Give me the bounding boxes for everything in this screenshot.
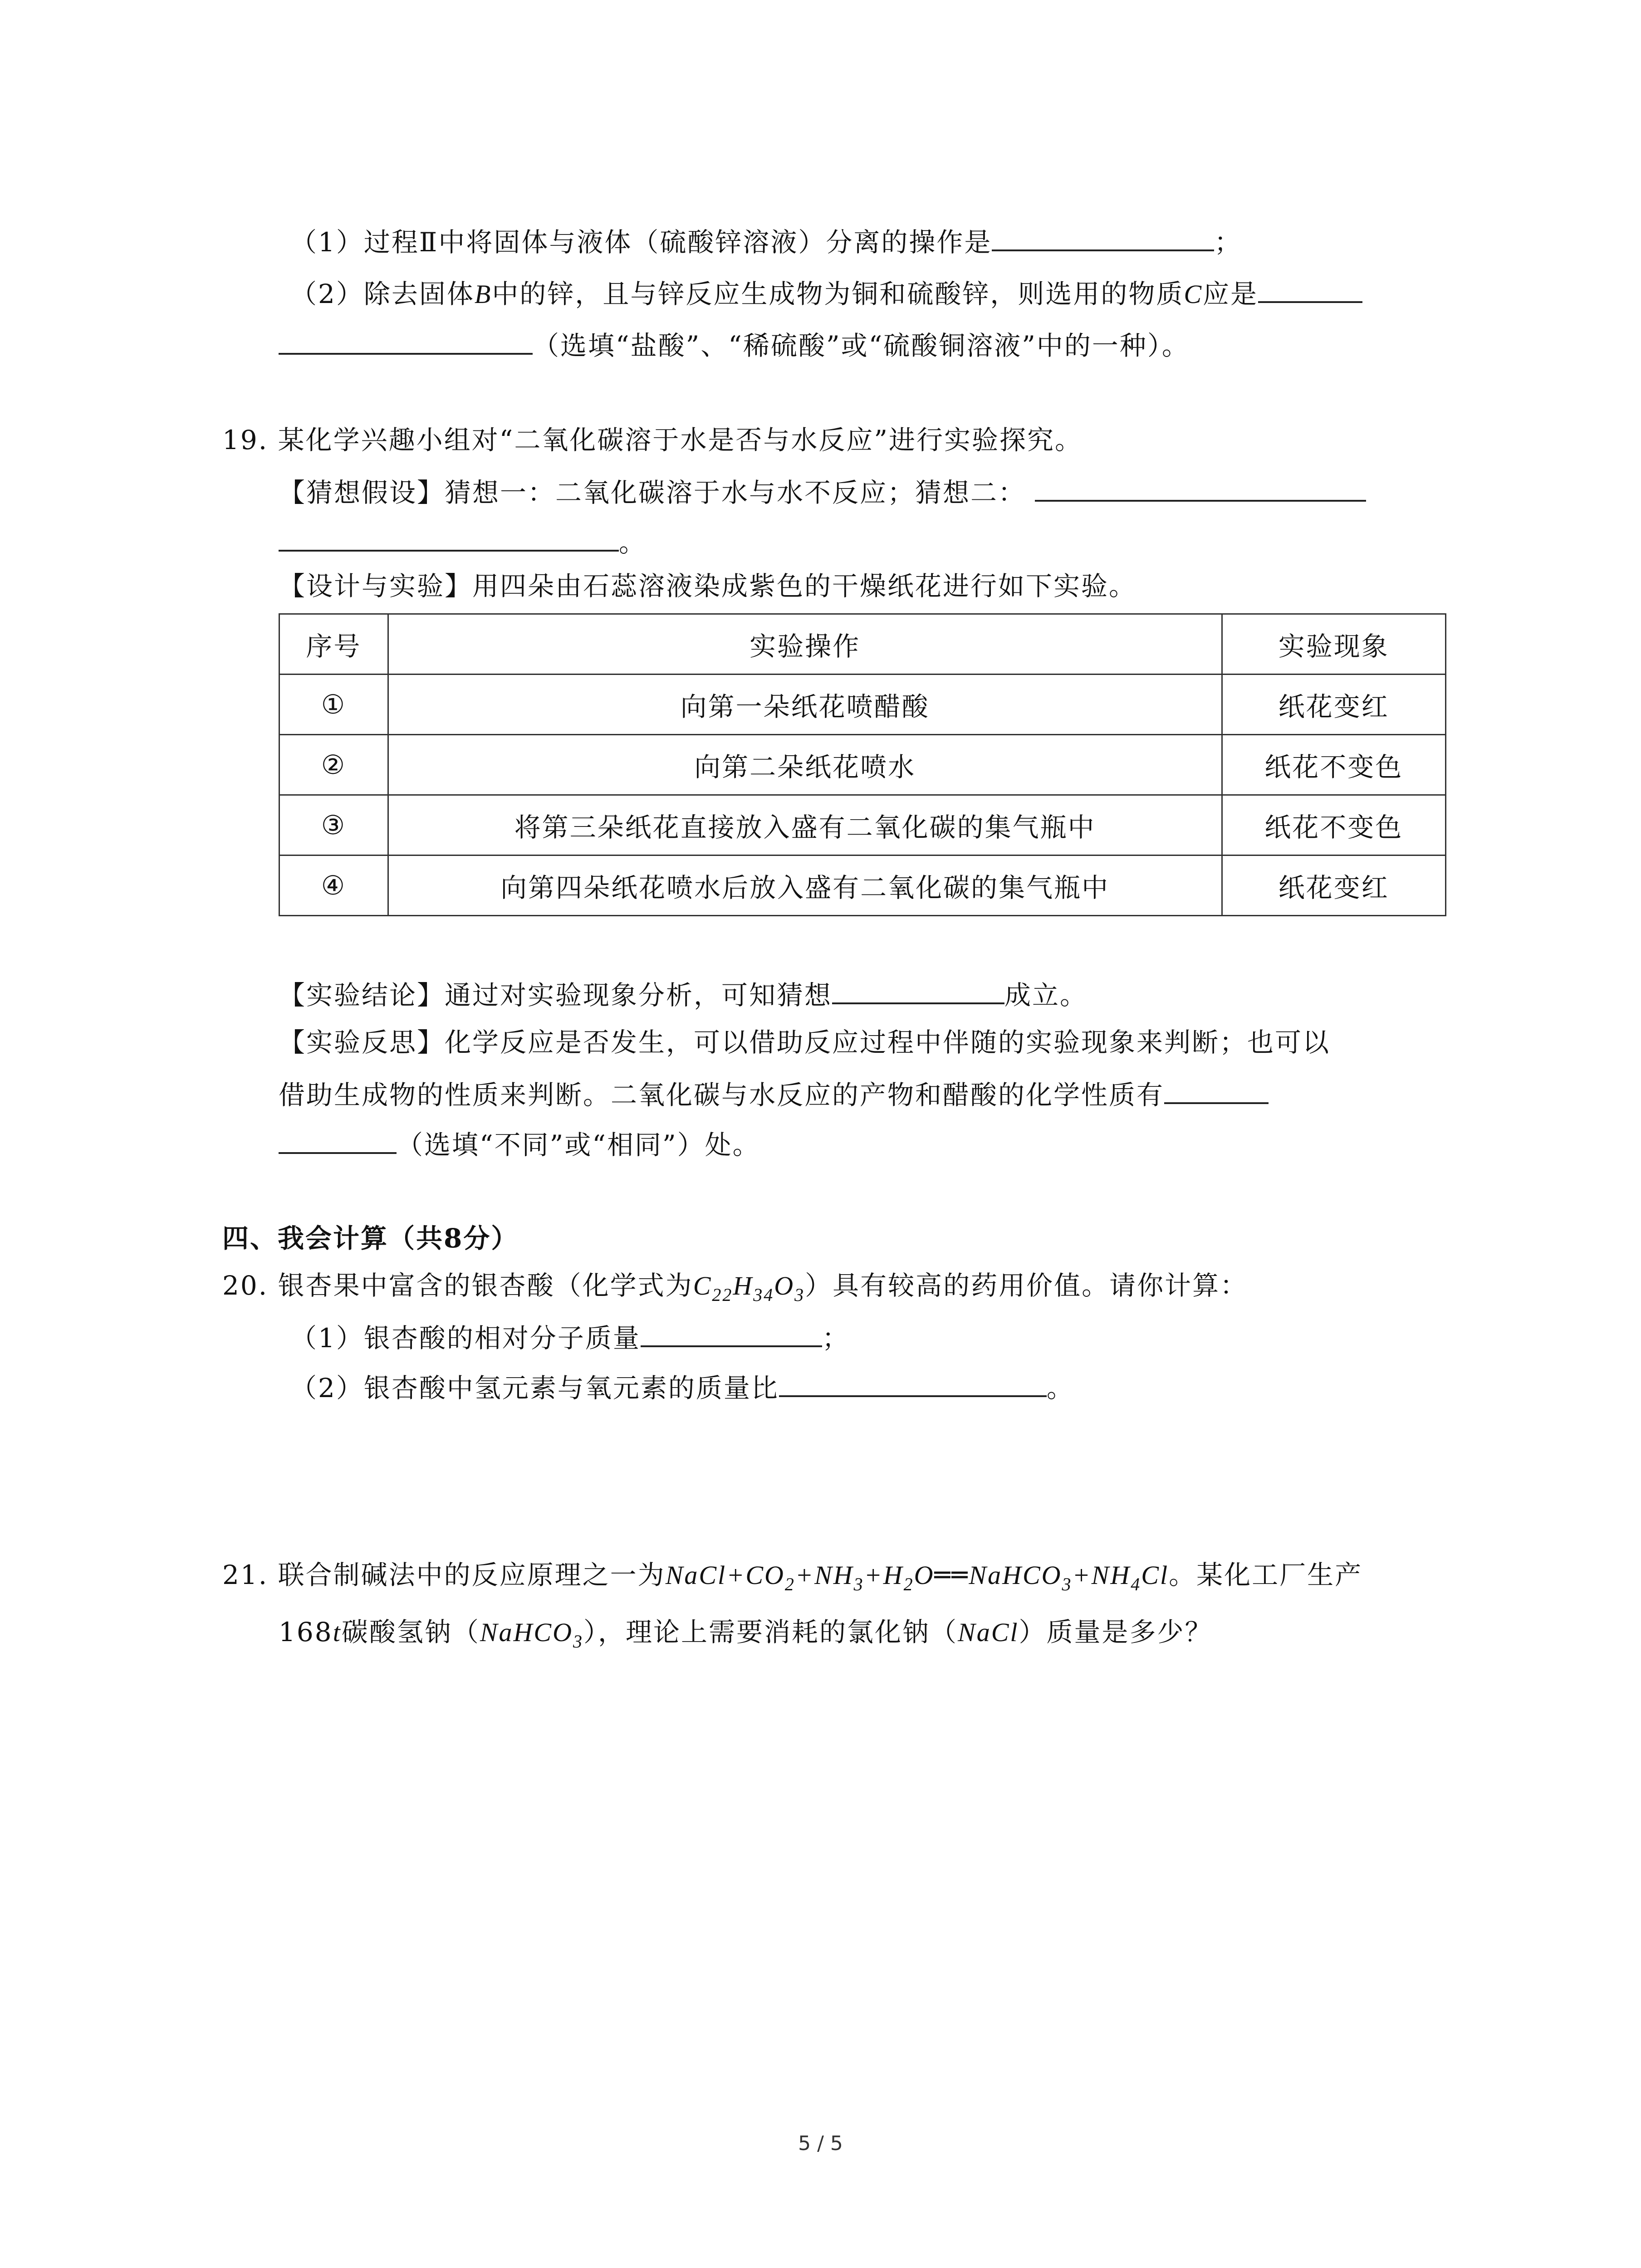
eq-nacl: NaCl <box>665 1560 727 1590</box>
q19-hypothesis-blank-a[interactable] <box>1035 472 1366 502</box>
q18-sub2-blank-a[interactable] <box>1258 273 1362 303</box>
q21-nahco3: NaHCO <box>480 1618 573 1647</box>
eq-co2: +CO <box>726 1560 785 1590</box>
formula-o: O <box>774 1271 795 1300</box>
table-cell: 纸花变红 <box>1222 675 1445 735</box>
q20-sub2-blank[interactable] <box>779 1367 1047 1397</box>
table-header: 序号 <box>279 614 388 675</box>
q21-stem-text-b: 。某化工厂生产 <box>1169 1559 1363 1590</box>
q18-sub2-var-c: C <box>1184 279 1203 309</box>
q18-sub1-text: （1）过程Ⅱ中将固体与液体（硫酸锌溶液）分离的操作是 <box>290 227 992 258</box>
formula-c: C <box>693 1271 712 1300</box>
table-cell: 向第四朵纸花喷水后放入盛有二氧化碳的集气瓶中 <box>388 855 1222 916</box>
formula-h-sub: 34 <box>753 1285 774 1305</box>
q19-conclusion-text: 【实验结论】通过对实验现象分析，可知猜想 <box>279 980 833 1011</box>
table-row <box>279 735 1446 795</box>
q19-reflect-line2-text: 借助生成物的性质来判断。二氧化碳与水反应的产物和醋酸的化学性质有 <box>279 1080 1165 1110</box>
q18-sub2-text-c: 应是 <box>1203 279 1259 309</box>
q18-sub2-text-b: 中的锌，且与锌反应生成物为铜和硫酸锌，则选用的物质 <box>492 279 1184 309</box>
q19-reflect-blank-b[interactable] <box>279 1124 397 1154</box>
eq-h2o-sub: 2 <box>903 1574 914 1594</box>
q20-sub2-text: （2）银杏酸中氢元素与氧元素的质量比 <box>290 1373 779 1403</box>
table-header: 实验操作 <box>388 614 1222 675</box>
q18-sub1-blank[interactable] <box>992 221 1214 251</box>
eq-nahco3: NaHCO <box>969 1560 1062 1590</box>
q18-sub2-text-a: （2）除去固体 <box>290 279 475 309</box>
experiment-table <box>279 613 1446 916</box>
q21-line2 <box>279 1614 1213 1660</box>
eq-nh3: +NH <box>795 1560 854 1590</box>
q21-line2-text-b: ），理论上需要消耗的氯化钠（ <box>583 1617 958 1647</box>
eq-co2-sub: 2 <box>784 1574 795 1594</box>
table-cell: ③ <box>279 795 388 855</box>
q20-stem-text-b: ）具有较高的药用价值。请你计算： <box>805 1270 1248 1301</box>
q19-hypothesis-text: 【猜想假设】猜想一：二氧化碳溶于水与水不反应；猜想二： <box>279 477 1026 508</box>
q19-reflect-line1: 【实验反思】化学反应是否发生，可以借助反应过程中伴随的实验现象来判断；也可以 <box>279 1027 1331 1058</box>
q18-sub2-blank-b[interactable] <box>279 325 533 355</box>
table-cell: ② <box>279 735 388 795</box>
q18-sub2-line2-text: （选填“盐酸”、“稀硫酸”或“硫酸铜溶液”中的一种）。 <box>533 330 1190 361</box>
table-row <box>279 675 1446 735</box>
formula-o-sub: 3 <box>794 1285 805 1305</box>
q20-sub2-end: 。 <box>1046 1373 1074 1403</box>
table-cell: 纸花不变色 <box>1222 735 1445 795</box>
table-header: 实验现象 <box>1222 614 1445 675</box>
eq-h2o-o: O <box>914 1560 935 1590</box>
q18-sub2 <box>290 273 1362 313</box>
eq-nh4-sub: 4 <box>1131 1574 1141 1594</box>
q21-line2-text-a: 碳酸氢钠（ <box>341 1617 480 1647</box>
q19-reflect-line3-text: （选填“不同”或“相同”）处。 <box>397 1129 760 1160</box>
table-header-row <box>279 614 1446 675</box>
q20-sub1-end: ； <box>822 1323 850 1354</box>
table-cell: ④ <box>279 855 388 916</box>
q18-sub2-var-b: B <box>474 279 492 309</box>
q19-design: 【设计与实验】用四朵由石蕊溶液染成紫色的干燥纸花进行如下实验。 <box>279 571 1137 601</box>
q19-conclusion-blank[interactable] <box>832 974 1004 1004</box>
table-row <box>279 795 1446 855</box>
page-number: 5 / 5 <box>798 2132 843 2155</box>
eq-nh3-sub: 3 <box>853 1574 864 1594</box>
q19-conclusion-end: 成立。 <box>1004 980 1088 1011</box>
eq-nh4: +NH <box>1072 1560 1131 1590</box>
q19-stem: 19. 某化学兴趣小组对“二氧化碳溶于水是否与水反应”进行实验探究。 <box>222 425 1083 455</box>
eq-nahco3-sub: 3 <box>1062 1574 1073 1594</box>
q21-unit: t <box>333 1618 342 1647</box>
q19-reflect-blank-a[interactable] <box>1164 1074 1269 1104</box>
table-cell: ① <box>279 675 388 735</box>
q18-sub1-end: ； <box>1214 227 1242 258</box>
formula-h: H <box>733 1271 754 1300</box>
q20-sub2 <box>290 1367 1074 1406</box>
table-row <box>279 855 1446 916</box>
eq-h2o-h: +H <box>864 1560 904 1590</box>
q21-stem <box>222 1557 1362 1603</box>
table-cell: 向第二朵纸花喷水 <box>388 735 1222 795</box>
q21-line2-text-c: ）质量是多少？ <box>1019 1617 1213 1647</box>
section-title: 四、我会计算（共8分） <box>222 1223 519 1254</box>
table-cell: 纸花变红 <box>1222 855 1445 916</box>
table-cell: 向第一朵纸花喷醋酸 <box>388 675 1222 735</box>
q19-hypothesis-blank-b[interactable] <box>279 522 619 552</box>
q18-sub2-line2 <box>279 325 1190 364</box>
q18-sub1 <box>290 221 1242 260</box>
q21-nahco3-sub: 3 <box>573 1631 584 1652</box>
q20-sub1-text: （1）银杏酸的相对分子质量 <box>290 1323 641 1354</box>
q20-sub1-blank[interactable] <box>641 1317 822 1347</box>
eq-equals-sign: ══ <box>934 1559 969 1590</box>
q21-quantity: 168 <box>279 1617 333 1647</box>
q20-stem <box>222 1267 1248 1313</box>
eq-cl: Cl <box>1141 1560 1169 1590</box>
q19-hypothesis <box>279 472 1366 511</box>
q19-hypothesis-line2 <box>279 522 647 561</box>
q19-reflect-line3 <box>279 1124 760 1163</box>
q19-conclusion <box>279 974 1087 1013</box>
formula-c-sub: 22 <box>712 1285 733 1305</box>
q19-hypothesis-end: 。 <box>619 527 647 558</box>
q19-reflect-line2 <box>279 1074 1269 1113</box>
table-cell: 将第三朵纸花直接放入盛有二氧化碳的集气瓶中 <box>388 795 1222 855</box>
q20-stem-text-a: 20. 银杏果中富含的银杏酸（化学式为 <box>222 1270 693 1301</box>
table-cell: 纸花不变色 <box>1222 795 1445 855</box>
q20-sub1 <box>290 1317 850 1356</box>
q21-nacl: NaCl <box>958 1618 1019 1647</box>
q21-stem-text-a: 21. 联合制碱法中的反应原理之一为 <box>222 1559 666 1590</box>
